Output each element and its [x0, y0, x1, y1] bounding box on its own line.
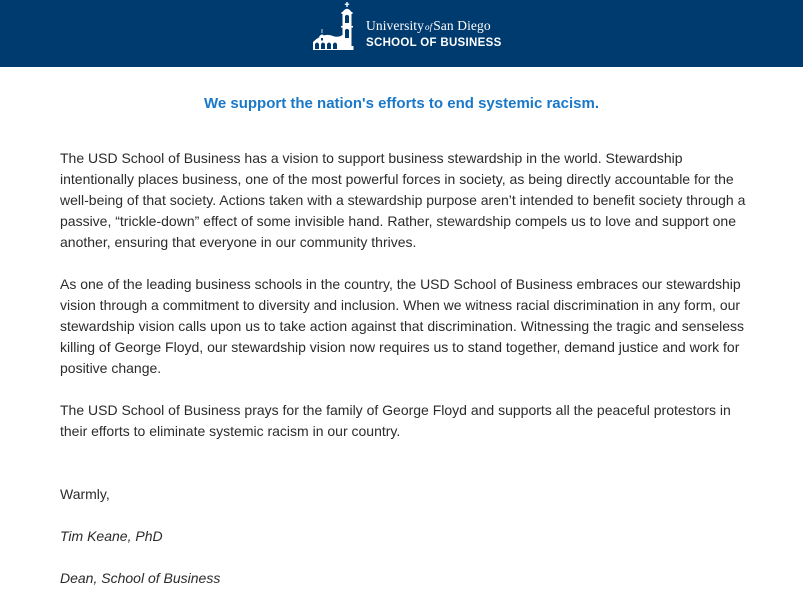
logo-university-name — [366, 19, 502, 33]
email-headline: We support the nation's efforts to end systemic racism. — [203, 95, 600, 112]
signoff: Warmly, — [60, 486, 110, 502]
body-paragraph-1: The USD School of Business has a vision to support business stewardship in the world. Stewardship intentionally places business, one of the most powerful forces in society, as being directly accountable for the well-being of that society. Actions taken with a stewardship purpose aren’t intended to benefit society through a passive, “trickle-down” effect of some invisible hand. Rather, stewardship compels us to love and support one another, ensuring that everyone in our community thrives. — [60, 150, 746, 250]
logo-place-text: San Diego — [433, 18, 491, 33]
logo-school-name: SCHOOL OF BUSINESS — [366, 36, 502, 49]
logo-of-text: of — [425, 22, 433, 32]
usd-logo[interactable] — [313, 0, 502, 50]
email-body — [60, 148, 750, 610]
signature-name: Tim Keane, PhD — [60, 528, 163, 544]
email-header-banner — [0, 0, 803, 67]
logo-university-text: University — [366, 18, 424, 33]
body-paragraph-3: The USD School of Business prays for the family of George Floyd and supports all the peaceful protestors in their efforts to eliminate systemic racism in our country. — [60, 402, 731, 439]
mission-building-icon — [313, 2, 359, 50]
body-paragraph-2: As one of the leading business schools in the country, the USD School of Business embraces our stewardship vision through a commitment to diversity and inclusion. When we witness racial discrimination in any form, our stewardship vision calls upon us to take action against that discrimination. Witnessing the tragic and senseless killing of George Floyd, our stewardship vision now requires us to stand together, demand justice and work for positive change. — [60, 276, 745, 376]
signature-title: Dean, School of Business — [60, 570, 221, 586]
logo-wordmark — [366, 19, 502, 50]
